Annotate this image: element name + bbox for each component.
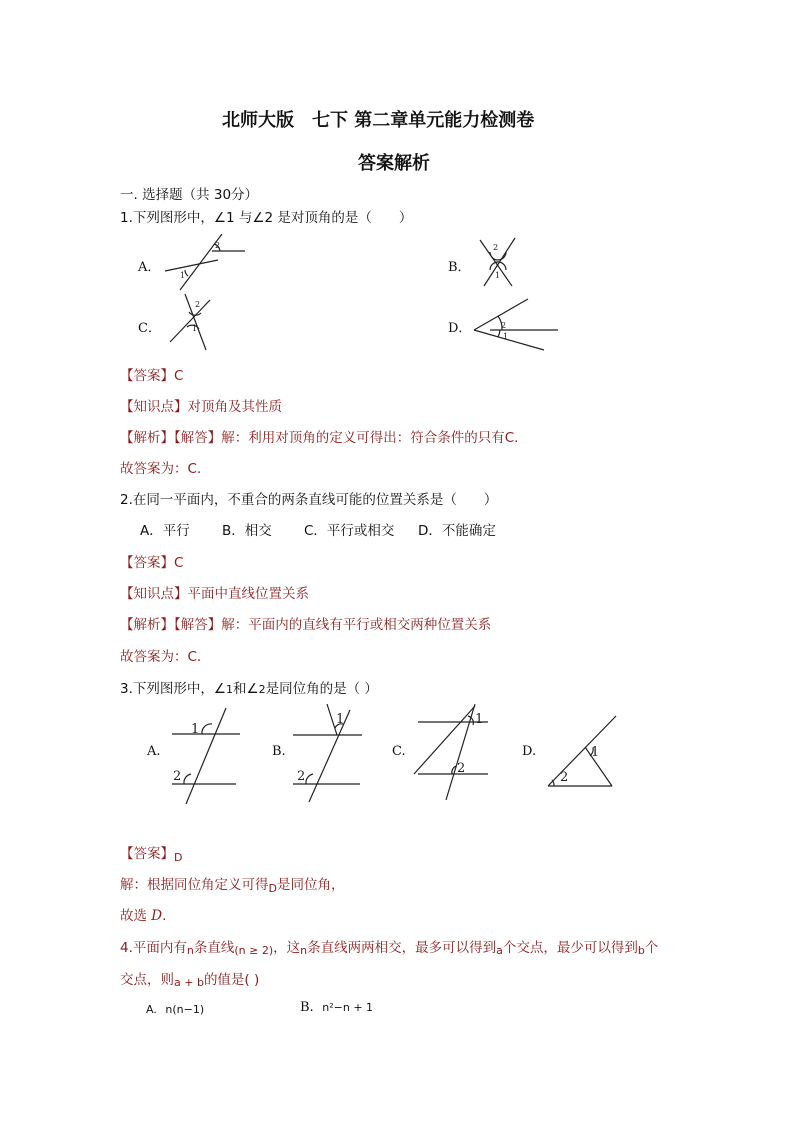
q3-conclusion: 故选 D.	[120, 908, 167, 924]
section-heading: 一. 选择题（共 30分）	[120, 187, 259, 203]
q1-option-a-label: A．	[138, 260, 161, 275]
q4-line1: 4.平面内有n条直线(n ≥ 2)，这n条直线两两相交，最多可以得到a个交点，最少可以得到b个	[120, 940, 659, 957]
q2-option-c: C．平行或相交	[304, 523, 395, 539]
q3-a-label-1: 1	[191, 722, 200, 737]
q2-option-a: A．平行	[140, 523, 190, 539]
q3-d-label-1: 1	[591, 745, 600, 760]
q3-analysis: 解：根据同位角定义可得$_D$是同位角，	[120, 877, 345, 895]
q4-option-a: A. n(n−1)	[146, 1003, 205, 1016]
q1-d-label-1: 1	[503, 332, 509, 341]
q1-option-b-label: B．	[448, 260, 471, 275]
q4-option-b: B. n²−n + 1	[300, 1000, 374, 1015]
q1-option-d-label: D．	[448, 321, 472, 336]
q3-b-label-2: 2	[297, 769, 306, 784]
q1-b-label-1: 1	[495, 271, 501, 280]
q1-option-c-label: C．	[138, 321, 161, 336]
q1-answer: 【答案】C	[120, 368, 184, 384]
q1-c-label-2: 2	[195, 300, 201, 309]
q1-c-label-1: 1	[192, 324, 198, 333]
q3-option-b-label: B.	[272, 744, 286, 759]
q2-option-b: B．相交	[222, 523, 272, 539]
q3-b-label-1: 1	[336, 712, 345, 727]
q2-analysis-tag: 【解析】【解答】	[120, 617, 222, 633]
q3-option-c-label: C.	[392, 744, 406, 759]
q2-knowledge: 【知识点】平面中直线位置关系	[120, 586, 309, 602]
q2-answer: 【答案】C	[120, 555, 184, 571]
q3-option-a-label: A.	[147, 744, 161, 759]
q1-knowledge: 【知识点】对顶角及其性质	[120, 399, 282, 415]
q1-a-label-1: 1	[180, 271, 186, 280]
q2-option-d: D．不能确定	[418, 523, 496, 539]
q1-conclusion: 故答案为：C.	[120, 461, 202, 477]
q3-option-d-label: D.	[522, 744, 537, 759]
q2-stem: 2.在同一平面内，不重合的两条直线可能的位置关系是（ ）	[120, 492, 498, 508]
q1-a-label-2: 2	[215, 241, 221, 250]
q1-stem: 1.下列图形中，∠1 与∠2 是对顶角的是（ ）	[120, 210, 413, 226]
q1-d-label-2: 2	[501, 321, 507, 330]
q3-answer: 【答案】$_D$	[120, 846, 183, 864]
q2-analysis: 解：平面内的直线有平行或相交两种位置关系	[221, 617, 492, 633]
q1-analysis-tag: 【解析】【解答】	[120, 430, 222, 446]
q4-line2: 交点，则a + b的值是( )	[120, 972, 260, 989]
q2-conclusion: 故答案为：C.	[120, 649, 202, 665]
q1-b-label-2: 2	[493, 243, 499, 252]
q3-stem: 3.下列图形中，∠1和∠2是同位角的是（ ）	[120, 681, 378, 697]
q3-c-label-1: 1	[475, 712, 484, 727]
q3-d-label-2: 2	[560, 770, 569, 785]
page-title: 北师大版 七下 第二章单元能力检测卷	[222, 110, 535, 131]
page-subtitle: 答案解析	[358, 153, 430, 174]
q3-a-label-2: 2	[173, 769, 182, 784]
q3-c-label-2: 2	[457, 761, 466, 776]
q1-analysis: 解：利用对顶角的定义可得出：符合条件的只有C.	[221, 430, 519, 446]
